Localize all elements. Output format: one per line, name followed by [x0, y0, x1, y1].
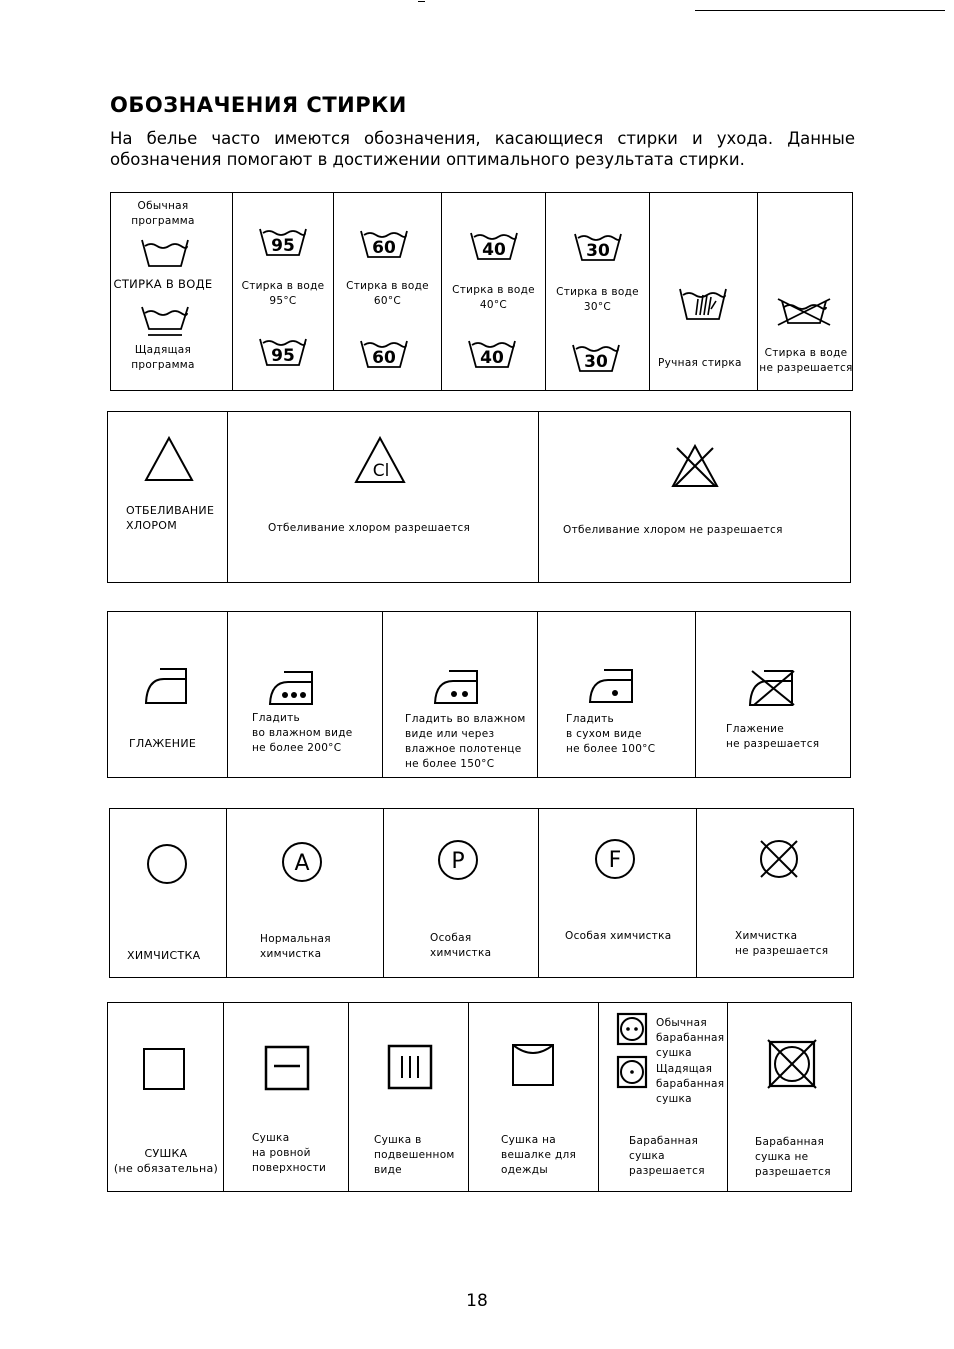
- wash-40-gentle-value: 40: [480, 348, 504, 368]
- iron-none-label: Глажение не разрешается: [726, 723, 820, 750]
- triangle-icon: [144, 436, 194, 482]
- iron-none-cell: [695, 612, 852, 777]
- dryclean-f-icon: [594, 838, 636, 880]
- tumble-normal-label: Обычная барабанная сушка: [656, 1017, 725, 1059]
- drying-title: СУШКА (не обязательна): [113, 1147, 219, 1175]
- dryclean-a-cell: [226, 809, 383, 977]
- ironing-table: [107, 611, 851, 778]
- wash-30-cell: [545, 193, 649, 390]
- dryclean-title: ХИМЧИСТКА: [127, 949, 201, 962]
- bleach-table: [107, 411, 851, 583]
- wash-30-value: 30: [586, 241, 610, 261]
- dry-hanger-label: Сушка на вешалке для одежды: [501, 1134, 577, 1176]
- tumble-not-allowed-label: Барабанная сушка не разрешается: [755, 1136, 831, 1178]
- dryclean-special-f-label: Особая химчистка: [565, 930, 672, 942]
- tumble-forbidden-icon: [766, 1038, 818, 1090]
- wash-40-cell: [441, 193, 545, 390]
- no-wash-icon: [776, 297, 832, 327]
- ironing-title: ГЛАЖЕНИЕ: [129, 737, 197, 750]
- wash-60-label: Стирка в воде 60°C: [346, 280, 429, 307]
- drying-title-cell: [108, 1003, 224, 1191]
- bleach-not-allowed-label: Отбеливание хлором не разрешается: [563, 524, 783, 536]
- ironing-title-cell: [108, 612, 228, 777]
- iron-medium-icon: [433, 667, 481, 705]
- dryclean-f-letter: F: [608, 848, 622, 873]
- dryclean-a-icon: [281, 841, 323, 883]
- tumble-allowed-cell: [598, 1003, 727, 1191]
- wash-95-value: 95: [271, 236, 295, 256]
- dry-hanger-cell: [468, 1003, 598, 1191]
- wash-30-label: Стирка в воде 30°C: [556, 286, 639, 313]
- iron-icon: [144, 665, 190, 705]
- dryclean-normal-label: Нормальная химчистка: [260, 933, 331, 960]
- tumble-allowed-label: Барабанная сушка разрешается: [629, 1135, 705, 1177]
- bleach-cl-symbol: Cl: [372, 461, 390, 481]
- tumble-normal-icon: [616, 1012, 648, 1046]
- intro-text: На белье часто имеются обозначения, касающиеся стирки и ухода. Данные обозначения помогают в достижении оптимального результата стирки.: [110, 129, 855, 169]
- dryclean-p-letter: P: [451, 849, 465, 874]
- wash-60-icon: [359, 229, 409, 261]
- washing-table: [110, 192, 853, 391]
- dry-flat-icon: [264, 1045, 310, 1091]
- dryclean-p-cell: [383, 809, 538, 977]
- dryclean-none-label: Химчистка не разрешается: [735, 930, 829, 957]
- iron-forbidden-icon: [748, 667, 796, 707]
- no-wash-cell: [757, 193, 854, 390]
- hand-wash-cell: [649, 193, 757, 390]
- iron-hot-cell: [227, 612, 382, 777]
- drying-table: [107, 1002, 852, 1192]
- bleach-not-allowed-cell: [538, 412, 852, 582]
- hand-wash-icon: [678, 285, 728, 323]
- iron-low-icon: [588, 666, 636, 704]
- wash-40-value: 40: [482, 240, 506, 260]
- tumble-gentle-icon: [616, 1055, 648, 1089]
- dry-line-label: Сушка в подвешенном виде: [374, 1134, 455, 1176]
- dryclean-a-letter: A: [294, 851, 310, 876]
- washing-normal-label: Обычная программа: [131, 200, 195, 227]
- dryclean-p-icon: [437, 839, 479, 881]
- washing-title: СТИРКА В ВОДЕ: [113, 277, 213, 291]
- dryclean-none-cell: [696, 809, 855, 977]
- bleach-cl-icon: [354, 436, 406, 484]
- washtub-gentle-icon: [140, 305, 190, 339]
- bleach-allowed-label: Отбеливание хлором разрешается: [268, 522, 471, 534]
- wash-60-gentle-icon: [359, 339, 409, 371]
- dryclean-forbidden-icon: [757, 837, 801, 881]
- wash-95-cell: [232, 193, 333, 390]
- dryclean-special-p-label: Особая химчистка: [430, 932, 492, 959]
- square-icon: [142, 1047, 186, 1091]
- tumble-not-allowed-cell: [727, 1003, 853, 1191]
- washing-title-cell: [111, 193, 233, 390]
- wash-40-icon: [469, 231, 519, 263]
- wash-30-gentle-icon: [571, 343, 621, 375]
- iron-medium-cell: [382, 612, 537, 777]
- tumble-gentle-label: Щадящая барабанная сушка: [656, 1063, 725, 1105]
- dry-line-icon: [387, 1044, 433, 1090]
- washing-gentle-label: Щадящая программа: [131, 344, 195, 371]
- washtub-normal-icon: [140, 238, 190, 270]
- circle-icon: [146, 843, 188, 885]
- wash-30-icon: [573, 232, 623, 264]
- dry-flat-cell: [223, 1003, 348, 1191]
- wash-95-gentle-value: 95: [271, 346, 295, 366]
- iron-medium-label: Гладить во влажном виде или через влажное полотенце не более 150°C: [405, 713, 526, 770]
- page-number: 18: [466, 1291, 488, 1311]
- wash-95-label: Стирка в воде 95°C: [241, 280, 325, 307]
- iron-low-cell: [537, 612, 695, 777]
- dryclean-f-cell: [538, 809, 696, 977]
- hand-wash-label: Ручная стирка: [658, 357, 742, 369]
- wash-40-label: Стирка в воде 40°C: [452, 284, 535, 311]
- iron-hot-label: Гладить во влажном виде не более 200°C: [252, 712, 353, 754]
- dry-flat-label: Сушка на ровной поверхности: [252, 1132, 327, 1174]
- bleach-title-cell: [108, 412, 228, 582]
- bleach-forbidden-icon: [669, 442, 721, 490]
- bleach-allowed-cell: [227, 412, 538, 582]
- page-title: ОБОЗНАЧЕНИЯ СТИРКИ: [110, 93, 407, 117]
- iron-low-label: Гладить в сухом виде не более 100°C: [566, 713, 656, 755]
- top-dash: [418, 1, 425, 2]
- no-wash-label: Стирка в воде не разрешается: [759, 347, 853, 374]
- wash-95-icon: [258, 227, 308, 259]
- dry-hanger-icon: [511, 1043, 555, 1087]
- wash-60-gentle-value: 60: [372, 348, 396, 368]
- wash-95-gentle-icon: [258, 337, 308, 369]
- dryclean-table: [109, 808, 854, 978]
- dryclean-title-cell: [110, 809, 227, 977]
- wash-40-gentle-icon: [467, 339, 517, 371]
- bleach-title: ОТБЕЛИВАНИЕ ХЛОРОМ: [126, 504, 215, 532]
- top-rule: [695, 10, 945, 11]
- dry-line-cell: [348, 1003, 468, 1191]
- wash-60-cell: [333, 193, 441, 390]
- iron-hot-icon: [268, 668, 316, 706]
- wash-60-value: 60: [372, 238, 396, 258]
- wash-30-gentle-value: 30: [584, 352, 608, 372]
